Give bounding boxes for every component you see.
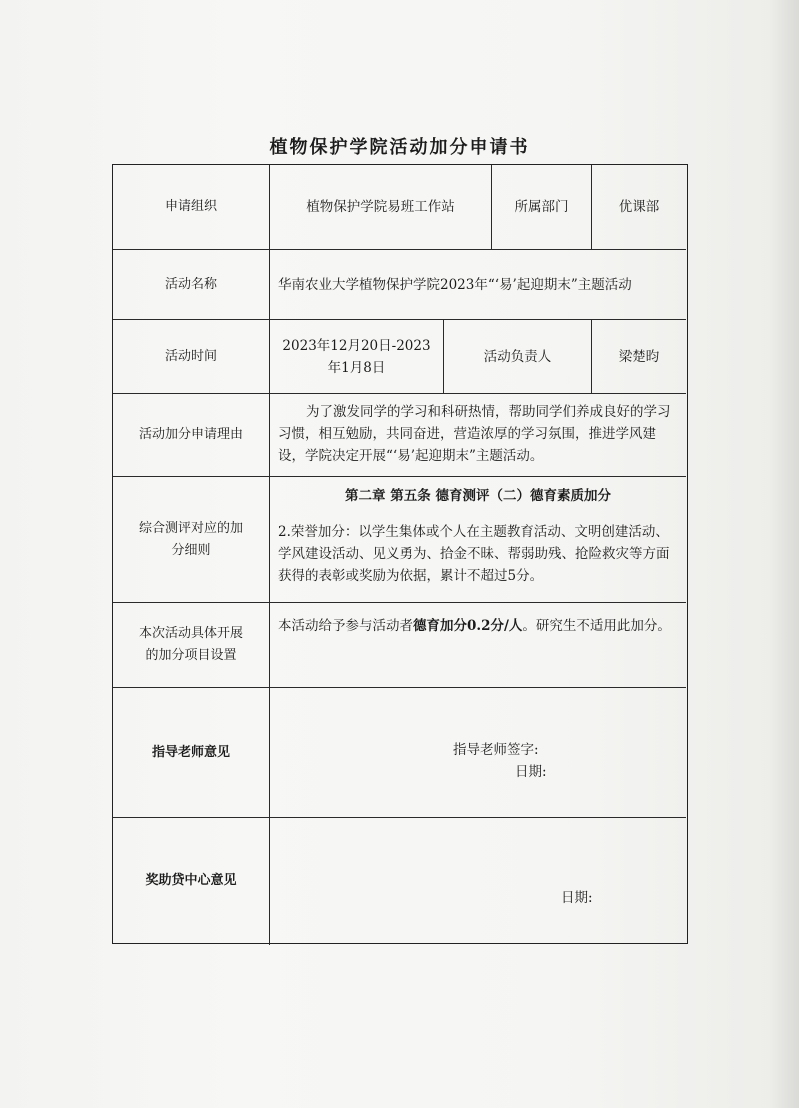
leader-label: 活动负责人: [483, 348, 552, 365]
activity-name-cell: [270, 250, 686, 319]
org-label: 申请组织: [164, 199, 217, 214]
activity-time-value-line1: 2023年12月20日-2023: [282, 337, 431, 354]
page-edge-shadow: [769, 0, 799, 1108]
rules-label-line1: 综合测评对应的加: [138, 520, 243, 536]
setting-label-cell: [113, 603, 269, 687]
setting-value: [270, 615, 686, 687]
teacher-opinion-label: 指导老师意见: [151, 744, 230, 760]
setting-value-suffix: 。研究生不适用此加分。: [522, 618, 671, 634]
setting-value-prefix: 本活动给予参与活动者: [278, 618, 413, 634]
dept-label: 所属部门: [514, 199, 569, 215]
setting-label-line2: 的加分项目设置: [145, 648, 237, 663]
center-date-label: 日期:: [561, 890, 593, 906]
rules-heading: 第二章 第五条 德育测评（二）德育素质加分: [345, 488, 611, 504]
setting-value-bold: 德育加分0.2分/人: [413, 618, 523, 634]
document-title: 植物保护学院活动加分申请书: [269, 137, 530, 158]
activity-time-label: 活动时间: [164, 348, 217, 364]
rules-label-cell: [113, 477, 269, 602]
teacher-date-label: 日期:: [515, 764, 547, 780]
reason-label: 活动加分申请理由: [138, 427, 243, 442]
rules-label-line2: 分细则: [171, 542, 211, 558]
activity-time-value-line2: 年1月8日: [327, 359, 386, 376]
application-form-table: [112, 164, 688, 944]
activity-time-cell: [270, 320, 443, 393]
org-value: 植物保护学院易班工作站: [306, 199, 455, 215]
activity-name-label: 活动名称: [164, 276, 217, 292]
center-opinion-label: 奖助贷中心意见: [145, 872, 237, 888]
reason-value: 为了激发同学的学习和科研热情，帮助同学们养成良好的学习习惯，相互勉励，共同奋进，营造浓厚的学习氛围，推进学风建设，学院决定开展“‘易’起迎期末”主题活动。: [278, 404, 671, 464]
activity-name-value: 华南农业大学植物保护学院2023年“‘易’起迎期末”主题活动: [278, 276, 632, 293]
rules-body: 2.荣誉加分：以学生集体或个人在主题教育活动、文明创建活动、学风建设活动、见义勇为、拾金不昧、帮弱助残、抢险救灾等方面获得的表彰或奖励为依据，累计不超过5分。: [278, 524, 670, 584]
dept-value: 优课部: [618, 199, 660, 215]
teacher-sign-label: 指导老师签字:: [453, 742, 539, 758]
rules-content: [270, 485, 686, 602]
setting-label-line1: 本次活动具体开展: [138, 626, 243, 641]
leader-value: 梁楚昀: [618, 348, 660, 365]
